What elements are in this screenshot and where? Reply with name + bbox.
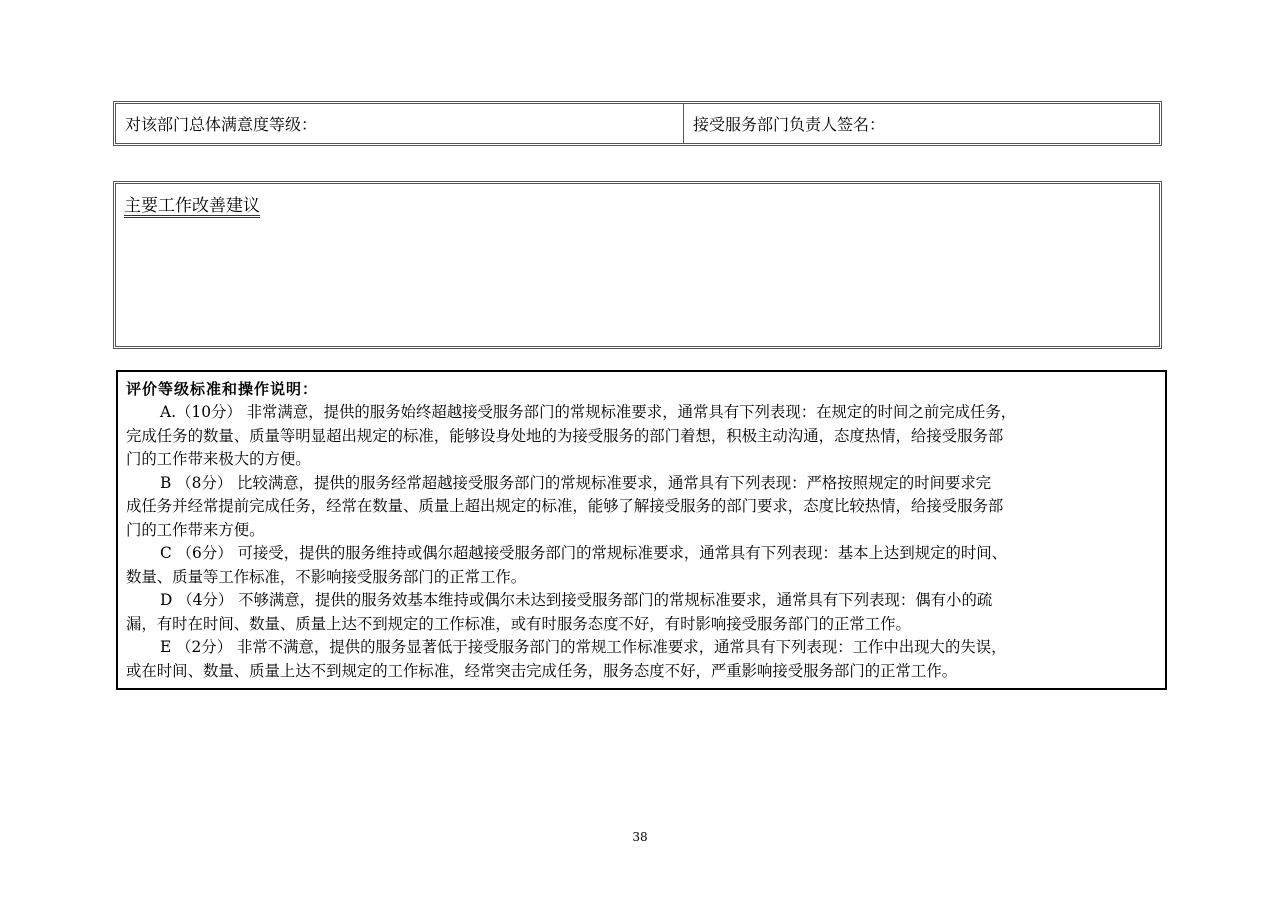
improvement-suggestions-box [113,181,1162,349]
criteria-line: 漏，有时在时间、数量、质量上达不到规定的工作标准，或有时服务态度不好，有时影响接受服务部门的正常工作。 [126,614,911,633]
page-number: 38 [632,830,648,844]
criteria-line: 门的工作带来方便。 [126,520,265,539]
criteria-line: 完成任务的数量、质量等明显超出规定的标准，能够设身处地的为接受服务的部门着想，积极主动沟通，态度热情，给接受服务部 [126,426,1004,445]
manager-signature-cell [684,104,1159,143]
improvement-suggestions-title: 主要工作改善建议 [124,196,260,216]
criteria-line: 数量、质量等工作标准，不影响接受服务部门的正常工作。 [126,567,527,586]
criteria-line-c: C （6分） 可接受，提供的服务维持或偶尔超越接受服务部门的常规标准要求，通常具有下列表现：基本上达到规定的时间、 [160,544,1008,562]
overall-satisfaction-label: 对该部门总体满意度等级： [125,115,318,134]
criteria-line: 成任务并经常提前完成任务，经常在数量、质量上超出规定的标准，能够了解接受服务的部门要求，态度比较热情，给接受服务部 [126,497,1004,515]
rating-criteria-box [116,370,1167,690]
criteria-line: 或在时间、数量、质量上达不到规定的工作标准，经常突击完成任务，服务态度不好，严重影响接受服务部门的正常工作。 [126,661,958,680]
criteria-line-a: A.（10分） 非常满意，提供的服务始终超越接受服务部门的常规标准要求，通常具有下列表现：在规定的时间之前完成任务， [160,403,1017,421]
criteria-line-e: E （2分） 非常不满意，提供的服务显著低于接受服务部门的常规工作标准要求，通常具有下列表现：工作中出现大的失误， [160,638,1007,656]
manager-signature-label: 接受服务部门负责人签名： [693,115,886,134]
rating-criteria-title: 评价等级标准和操作说明： [126,380,319,398]
criteria-line-d: D （4分） 不够满意，提供的服务效基本维持或偶尔未达到接受服务部门的常规标准要求，通常具有下列表现：偶有小的疏 [160,591,993,609]
criteria-line: 门的工作带来极大的方便。 [126,450,311,468]
criteria-line-b: B （8分） 比较满意，提供的服务经常超越接受服务部门的常规标准要求，通常具有下列表现：严格按照规定的时间要求完 [160,473,992,492]
overall-satisfaction-cell [116,104,684,143]
signature-table [113,101,1162,146]
